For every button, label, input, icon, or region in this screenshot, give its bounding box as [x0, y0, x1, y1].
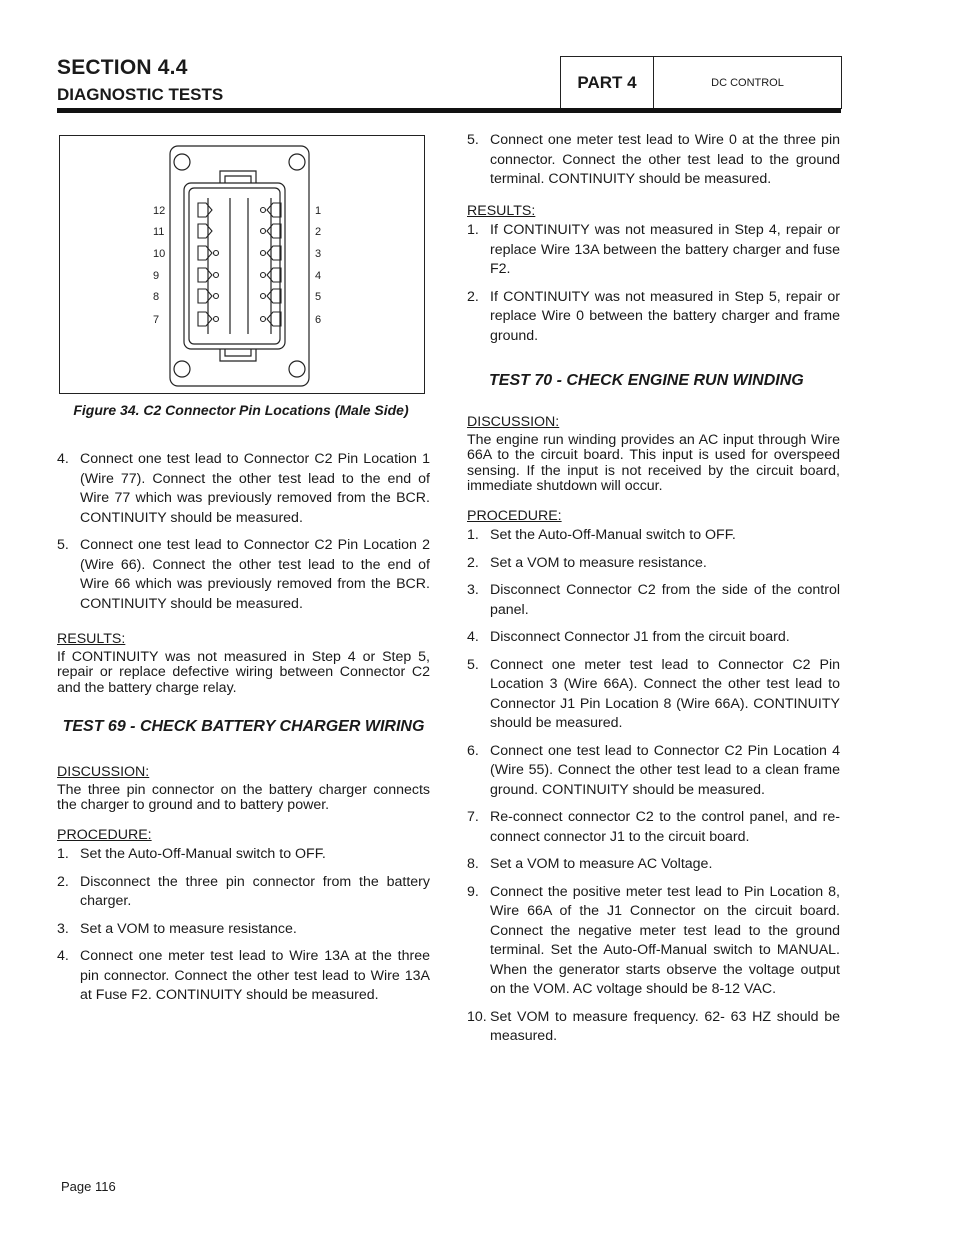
right-steps-b	[467, 526, 840, 1047]
list-item-number: 8.	[467, 856, 479, 872]
list-item-number: 9.	[467, 883, 479, 900]
pin-cavity	[267, 246, 281, 260]
test69-title: TEST 69 - CHECK BATTERY CHARGER WIRING	[62, 718, 425, 735]
pin-cavity	[198, 289, 212, 303]
list-item	[467, 742, 840, 801]
procedure-label: PROCEDURE:	[57, 826, 152, 843]
pin-cavity	[267, 224, 281, 238]
results-label: RESULTS:	[57, 631, 126, 647]
list-item-text: If CONTINUITY was not measured in Step 5, repair or replace Wire 0 between the battery charger and frame ground.	[490, 288, 840, 344]
list-item-text: Connect one meter test lead to Wire 0 at the three pin connector. Connect the other test lead to the ground terminal. CONTINUITY should be measured.	[490, 132, 840, 187]
header-rule	[57, 108, 841, 113]
figure-caption: Figure 34. C2 Connector Pin Locations (Male Side)	[73, 402, 409, 418]
right-steps-a	[467, 131, 840, 190]
list-item-text: Set the Auto-Off-Manual switch to OFF.	[490, 527, 736, 543]
list-item-text: Connect the positive meter test lead to Pin Location 8, Wire 66A of the J1 Connector on the circuit board. Connect the negative meter test lead to the ground terminal. Set the Auto-Off-Manual switch to MANUAL. When the generator starts observe the voltage output on the VOM. AC voltage should be 8-12 VAC.	[490, 883, 840, 997]
section-title: SECTION 4.4	[57, 56, 188, 79]
pin-label-12: 12	[153, 205, 166, 217]
pin-label-5: 5	[315, 291, 322, 303]
list-item-number: 1.	[467, 527, 479, 543]
list-item-number: 6.	[467, 742, 479, 759]
list-item	[57, 920, 430, 940]
list-item-number: 2.	[57, 873, 69, 890]
list-item	[467, 288, 840, 347]
pin-contact	[214, 251, 219, 256]
left-column	[57, 450, 430, 1014]
list-item-text: Connect one test lead to Connector C2 Pin Location 4 (Wire 55). Connect the other test lead to a clean frame ground. CONTINUITY should be measured.	[490, 742, 840, 798]
list-item-text: Connect one meter test lead to Connector C2 Pin Location 3 (Wire 66A). Connect the other test lead to Connector J1 Pin Location 8 (Wire 66A). CONTINUITY should be measured.	[490, 656, 840, 731]
list-item-number: 10.	[467, 1008, 487, 1025]
pin-cavity	[267, 289, 281, 303]
list-item-text: Set a VOM to measure resistance.	[80, 920, 297, 937]
section-subtitle: DIAGNOSTIC TESTS	[57, 85, 224, 104]
list-item	[57, 845, 430, 865]
connector-figure	[59, 135, 425, 394]
list-item-number: 1.	[57, 846, 69, 862]
page-number: Page 116	[61, 1179, 116, 1194]
list-item-text: Set a VOM to measure AC Voltage.	[490, 856, 713, 872]
list-item-number: 5.	[57, 537, 69, 553]
list-item-number: 4.	[57, 948, 69, 964]
list-item	[57, 873, 430, 912]
list-item-text: Set the Auto-Off-Manual switch to OFF.	[80, 846, 326, 862]
list-item-text: Disconnect the three pin connector from the battery charger.	[80, 873, 430, 909]
pin-label-1: 1	[315, 205, 322, 217]
pin-label-4: 4	[315, 270, 322, 282]
pin-cavity	[267, 203, 281, 217]
results-text: If CONTINUITY was not measured in Step 4 or Step 5, repair or replace defective wiring between Connector C2 and the battery charge relay.	[57, 648, 430, 696]
list-item	[467, 656, 840, 734]
test70-title: TEST 70 - CHECK ENGINE RUN WINDING	[489, 372, 804, 389]
list-item	[57, 947, 430, 1006]
list-item	[467, 581, 840, 620]
list-item-text: Connect one meter test lead to Wire 13A at the three pin connector. Connect the other test lead to Wire 13A at Fuse F2. CONTINUITY should be measured.	[80, 948, 430, 1003]
pin-label-9: 9	[153, 270, 160, 282]
list-item-number: 5.	[467, 132, 479, 148]
left-steps-b	[57, 845, 430, 1006]
discussion-text: The three pin connector on the battery charger connects the charger to ground and to battery power.	[57, 781, 430, 813]
pin-label-6: 6	[315, 314, 322, 326]
pin-cavity	[267, 312, 281, 326]
list-item	[467, 221, 840, 280]
list-item-number: 3.	[57, 920, 69, 937]
pin-cavity	[198, 312, 212, 326]
pin-cavity	[267, 268, 281, 282]
list-item	[467, 554, 840, 574]
list-item-text: If CONTINUITY was not measured in Step 4, repair or replace Wire 13A between the battery charger and fuse F2.	[490, 222, 840, 277]
list-item-text: Set VOM to measure frequency. 62- 63 HZ should be measured.	[490, 1008, 840, 1044]
pin-contact	[261, 251, 266, 256]
list-item	[467, 628, 840, 648]
list-item-number: 4.	[57, 451, 69, 467]
left-steps-a	[57, 450, 430, 614]
list-item-number: 5.	[467, 656, 479, 673]
list-item-number: 2.	[467, 288, 479, 305]
pin-contact	[214, 317, 219, 322]
part-label: PART 4	[561, 57, 654, 109]
list-item-text: Connect one test lead to Connector C2 Pin Location 2 (Wire 66). Connect the other test lead to the end of Wire 66 which was previously removed from the BCR. CONTINUITY should be measured.	[80, 537, 430, 612]
pin-label-10: 10	[153, 248, 166, 260]
list-item-number: 1.	[467, 222, 479, 238]
right-results	[467, 221, 840, 346]
list-item-number: 3.	[467, 582, 479, 598]
pin-label-8: 8	[153, 291, 160, 303]
list-item-text: Set a VOM to measure resistance.	[490, 554, 707, 571]
list-item	[467, 855, 840, 875]
list-item	[467, 1008, 840, 1047]
pin-contact	[261, 317, 266, 322]
right-discussion-label: DISCUSSION:	[467, 414, 560, 430]
pin-label-2: 2	[315, 226, 322, 238]
list-item-text: Disconnect Connector J1 from the circuit board.	[490, 629, 790, 645]
list-item-number: 4.	[467, 629, 479, 645]
pin-contact	[214, 294, 219, 299]
pin-contact	[261, 294, 266, 299]
list-item-text: Connect one test lead to Connector C2 Pin Location 1 (Wire 77). Connect the other test lead to the end of Wire 77 which was previously removed from the BCR. CONTINUITY should be measured.	[80, 451, 430, 526]
right-discussion-text: The engine run winding provides an AC input through Wire 66A to the circuit board. This input is used for overspeed sensing. If the input is not received by the circuit board, immediate shutdown will occur.	[467, 431, 840, 494]
c2-connector-diagram	[60, 136, 424, 393]
header-box	[560, 56, 842, 109]
pin-cavity	[198, 268, 212, 282]
chapter-label: DC CONTROL	[711, 77, 784, 89]
pin-label-3: 3	[315, 248, 322, 260]
list-item-text: Disconnect Connector C2 from the side of the control panel.	[490, 582, 840, 618]
list-item-number: 7.	[467, 809, 479, 825]
list-item	[467, 131, 840, 190]
right-results-label: RESULTS:	[467, 202, 536, 219]
pin-contact	[261, 208, 266, 213]
pin-cavity	[198, 224, 212, 238]
right-procedure-label: PROCEDURE:	[467, 507, 562, 524]
list-item	[467, 883, 840, 1000]
right-column	[467, 131, 840, 1055]
pin-cavity	[198, 203, 212, 217]
pin-contact	[261, 273, 266, 278]
pin-label-7: 7	[153, 314, 160, 326]
list-item-text: Re-connect connector C2 to the control panel, and re-connect connector J1 to the circuit board.	[490, 809, 840, 845]
list-item	[57, 450, 430, 528]
discussion-label: DISCUSSION:	[57, 764, 150, 780]
list-item	[467, 526, 840, 546]
pin-contact	[261, 229, 266, 234]
list-item	[467, 808, 840, 847]
list-item-number: 2.	[467, 554, 479, 571]
pin-label-11: 11	[153, 226, 165, 238]
pin-cavity	[198, 246, 212, 260]
list-item	[57, 536, 430, 614]
pin-contact	[214, 273, 219, 278]
